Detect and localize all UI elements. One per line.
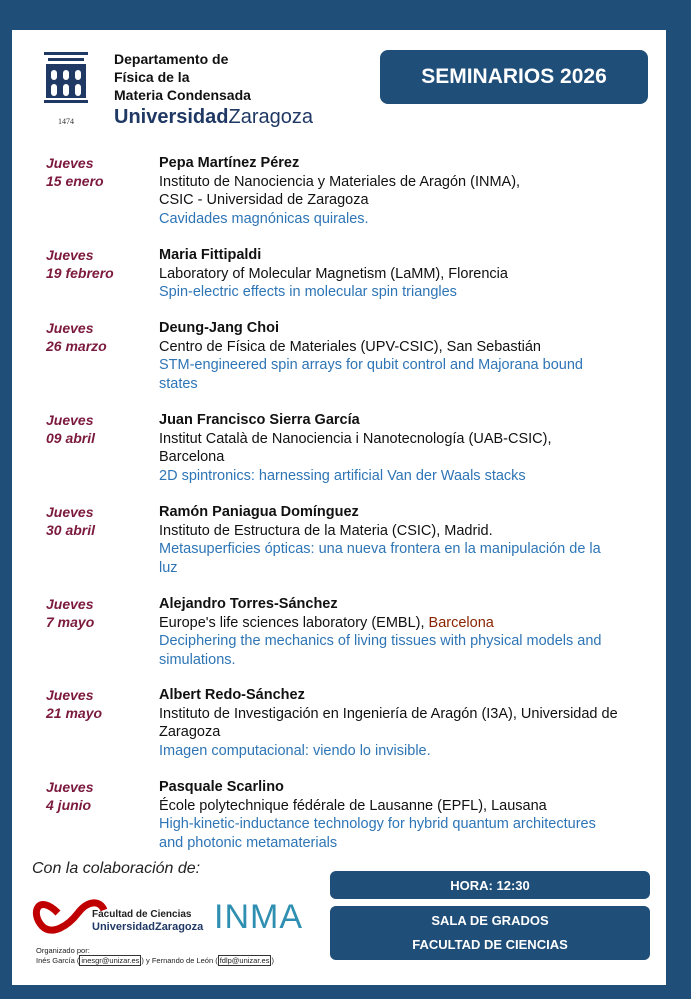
location-line: SALA DE GRADOS bbox=[431, 913, 549, 928]
organizer-text: ) bbox=[271, 956, 274, 965]
email-link[interactable]: fdlp@unizar.es bbox=[219, 956, 270, 965]
seminar-info bbox=[159, 503, 654, 577]
organizers-label: Organizado por: bbox=[36, 946, 90, 955]
collaboration-label: Con la colaboración de: bbox=[32, 860, 201, 877]
seminar-info bbox=[159, 686, 654, 760]
uni-rest: Zaragoza bbox=[228, 106, 313, 128]
seminar-date bbox=[46, 778, 146, 814]
speaker-affiliation bbox=[159, 265, 654, 284]
seminar-topic: luz bbox=[159, 559, 178, 576]
speaker-name: Pasquale Scarlino bbox=[159, 779, 284, 795]
seminar-date-value: 09 abril bbox=[46, 430, 96, 446]
affiliation-text: Barcelona bbox=[159, 449, 225, 465]
seminar-date bbox=[46, 686, 146, 722]
seminar-info bbox=[159, 778, 654, 852]
affiliation-text: Laboratory of Molecular Magnetism (LaMM), Florencia bbox=[159, 265, 508, 282]
faculty-logo-text bbox=[92, 908, 203, 934]
seminar-day: Jueves bbox=[46, 596, 94, 612]
seminar-info bbox=[159, 154, 654, 228]
seminar-topic: Imagen computacional: viendo lo invisible. bbox=[159, 742, 431, 759]
seminar-date-value: 21 mayo bbox=[46, 705, 103, 721]
seminar-day: Jueves bbox=[46, 247, 94, 263]
speaker-affiliation bbox=[159, 338, 654, 357]
seminar-date-value: 26 marzo bbox=[46, 338, 107, 354]
speaker-affiliation bbox=[159, 797, 654, 816]
speaker-name: Maria Fittipaldi bbox=[159, 247, 262, 263]
seminar-day: Jueves bbox=[46, 504, 94, 520]
faculty-uni-bold: Universidad bbox=[92, 921, 155, 933]
affiliation-text: Instituto de Nanociencia y Materiales de Aragón (INMA), bbox=[159, 173, 521, 190]
speaker-name: Albert Redo-Sánchez bbox=[159, 687, 305, 703]
inma-logo bbox=[212, 896, 322, 936]
speaker-affiliation bbox=[159, 430, 654, 449]
university-name bbox=[114, 106, 313, 129]
dept-line: Departamento de bbox=[114, 51, 229, 67]
seminar-date bbox=[46, 154, 146, 190]
affiliation-text: Centro de Física de Materiales (UPV-CSIC), San Sebastián bbox=[159, 338, 541, 355]
location-box bbox=[330, 906, 650, 960]
speaker-affiliation bbox=[159, 173, 654, 192]
department-name bbox=[114, 50, 251, 104]
seminar-date bbox=[46, 503, 146, 539]
seminar-date-value: 4 junio bbox=[46, 797, 92, 813]
organizer-text: Inés García ( bbox=[36, 956, 80, 965]
seminar-day: Jueves bbox=[46, 155, 94, 171]
speaker-affiliation bbox=[159, 705, 654, 724]
title-banner: SEMINARIOS 2026 bbox=[380, 50, 648, 104]
inma-logo-text: INMA bbox=[214, 898, 303, 936]
seminar-date bbox=[46, 319, 146, 355]
seminar-date bbox=[46, 411, 146, 447]
seminar-date-value: 7 mayo bbox=[46, 614, 95, 630]
speaker-affiliation bbox=[159, 614, 654, 633]
dept-line: Materia Condensada bbox=[114, 87, 251, 103]
faculty-uni-rest: Zaragoza bbox=[154, 921, 204, 933]
speaker-name: Ramón Paniagua Domínguez bbox=[159, 504, 359, 520]
dept-line: Física de la bbox=[114, 69, 190, 85]
seminar-info bbox=[159, 595, 654, 669]
affiliation-text: Instituto de Investigación en Ingeniería de Aragón (I3A), Universidad de bbox=[159, 705, 618, 722]
seminar-topic: states bbox=[159, 375, 198, 392]
seminar-topic: simulations. bbox=[159, 651, 236, 668]
seal-year: 1474 bbox=[58, 117, 74, 126]
seminar-date bbox=[46, 246, 146, 282]
seminar-topic: High-kinetic-inductance technology for hybrid quantum architectures bbox=[159, 816, 596, 832]
poster bbox=[12, 30, 666, 985]
seminar-topic: and photonic metamaterials bbox=[159, 834, 338, 851]
email-link[interactable]: inesgr@unizar.es bbox=[81, 956, 140, 965]
affiliation-text: École polytechnique fédérale de Lausanne (EPFL), Lausana bbox=[159, 797, 547, 814]
seminar-day: Jueves bbox=[46, 779, 94, 795]
organizers bbox=[36, 946, 274, 966]
seminar-info bbox=[159, 319, 654, 393]
affiliation-text: CSIC - Universidad de Zaragoza bbox=[159, 192, 369, 208]
seminar-topic: Deciphering the mechanics of living tissues with physical models and bbox=[159, 633, 602, 649]
speaker-name: Pepa Martínez Pérez bbox=[159, 155, 300, 171]
affiliation-text: Europe's life sciences laboratory (EMBL), bbox=[159, 614, 429, 631]
affiliation-text: Zaragoza bbox=[159, 724, 221, 740]
affiliation-city: Barcelona bbox=[428, 614, 494, 631]
seminar-date-value: 19 febrero bbox=[46, 265, 114, 281]
seminar-date bbox=[46, 595, 146, 631]
speaker-name: Alejandro Torres-Sánchez bbox=[159, 596, 338, 612]
organizer-text: ) y Fernando de León ( bbox=[141, 956, 218, 965]
seminar-day: Jueves bbox=[46, 687, 94, 703]
affiliation-text: Instituto de Estructura de la Materia (CSIC), Madrid. bbox=[159, 522, 493, 539]
speaker-affiliation bbox=[159, 448, 654, 467]
seminar-topic: STM-engineered spin arrays for qubit control and Majorana bound bbox=[159, 357, 583, 373]
seminar-info bbox=[159, 246, 654, 302]
seminar-date-value: 30 abril bbox=[46, 522, 96, 538]
speaker-affiliation bbox=[159, 723, 654, 742]
seminar-date-value: 15 enero bbox=[46, 173, 104, 189]
speaker-affiliation bbox=[159, 522, 654, 541]
faculty-name: Facultad de Ciencias bbox=[92, 909, 192, 920]
time-box: HORA: 12:30 bbox=[330, 871, 650, 899]
seminar-info bbox=[159, 411, 654, 485]
uni-bold: Universidad bbox=[114, 106, 229, 128]
seminar-topic: Cavidades magnónicas quirales. bbox=[159, 210, 369, 227]
seminar-topic: Spin-electric effects in molecular spin triangles bbox=[159, 284, 457, 300]
university-seal-logo bbox=[42, 48, 90, 128]
seminar-day: Jueves bbox=[46, 412, 94, 428]
speaker-name: Juan Francisco Sierra García bbox=[159, 412, 360, 428]
affiliation-text: Institut Català de Nanociencia i Nanotecnología (UAB-CSIC), bbox=[159, 430, 552, 447]
speaker-name: Deung-Jang Choi bbox=[159, 320, 280, 336]
seminar-day: Jueves bbox=[46, 320, 94, 336]
seminar-topic: 2D spintronics: harnessing artificial Van der Waals stacks bbox=[159, 467, 526, 484]
seminar-topic: Metasuperficies ópticas: una nueva frontera en la manipulación de la bbox=[159, 541, 601, 557]
speaker-affiliation bbox=[159, 191, 654, 210]
location-line: FACULTAD DE CIENCIAS bbox=[412, 937, 568, 952]
